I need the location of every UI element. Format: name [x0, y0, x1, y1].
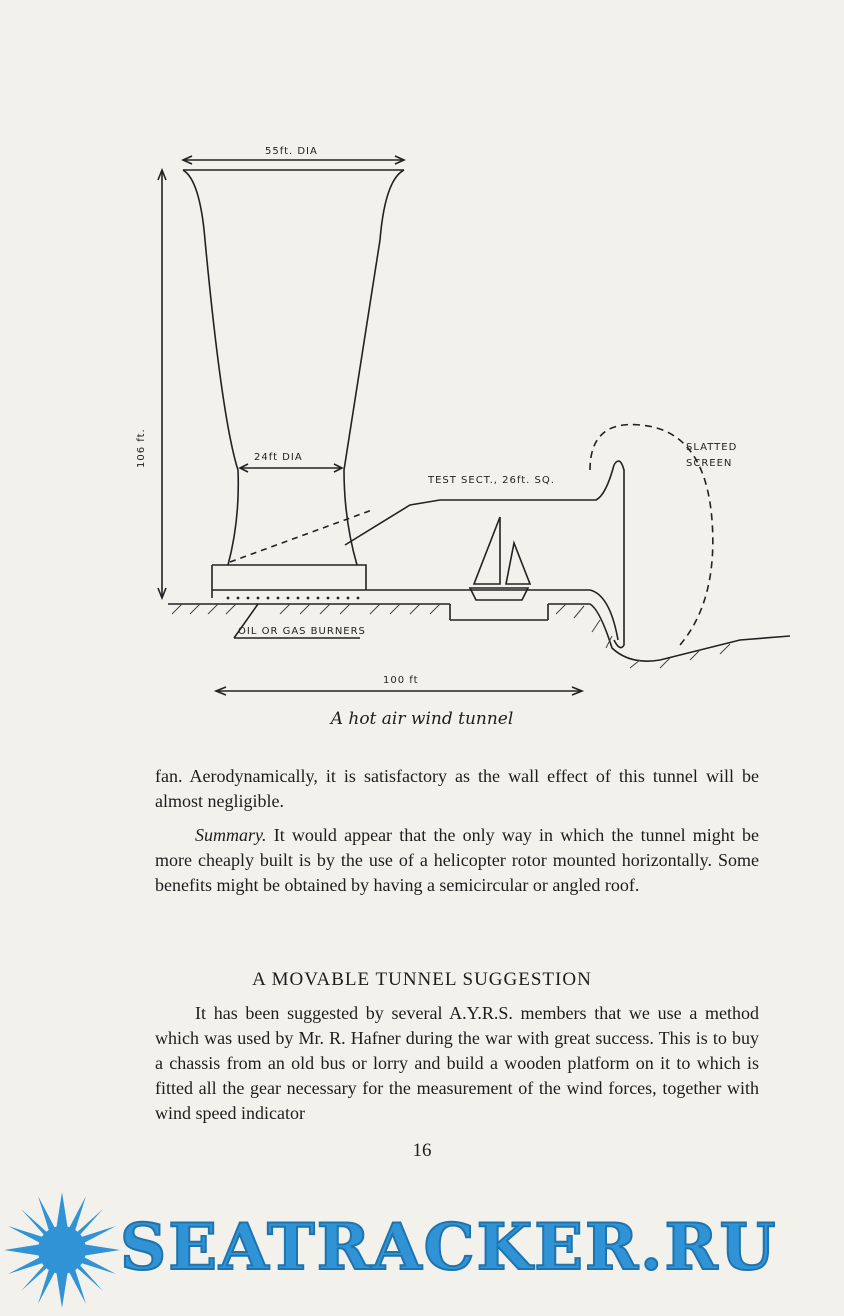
test-section-label: TEST SECT., 26ft. SQ.: [428, 475, 555, 486]
summary-text: It would appear that the only way in which the tunnel might be more cheaply built is by the use of a helicopter rotor mounted horizontally. Some benefits might be obtained by having a semicircular or angled roof.: [155, 825, 759, 895]
ground-curve: [548, 604, 790, 661]
tower-right-wall: [344, 170, 404, 565]
summary-lead: Summary.: [195, 825, 267, 845]
burners-label: OIL OR GAS BURNERS: [238, 626, 366, 637]
outlet-flare: [614, 461, 624, 648]
top-diameter-label: 55ft. DIA: [265, 146, 318, 157]
page-number: 16: [412, 1140, 432, 1161]
paragraph-text: fan. Aerodynamically, it is satisfactory as the wall effect of this tunnel will be almost negligible.: [155, 766, 759, 811]
length-label: 100 ft: [383, 675, 419, 686]
watermark-text: SEATRACKER.RU: [120, 1210, 778, 1285]
tower-left-wall: [183, 170, 238, 565]
paragraph-movable-tunnel: [155, 1001, 759, 1126]
duct-lower: [366, 590, 618, 640]
sun-logo-icon: [2, 1190, 122, 1310]
boat-sail-main: [474, 517, 500, 584]
paragraph-summary: [155, 823, 759, 898]
burner-base: [212, 565, 366, 598]
section-heading: A MOVABLE TUNNEL SUGGESTION: [252, 969, 592, 990]
figure-caption: A hot air wind tunnel: [330, 709, 514, 729]
paragraph-fan: [155, 764, 759, 814]
throat-diameter-label: 24ft DIA: [254, 452, 303, 463]
boat-sail-jib: [506, 543, 530, 584]
slatted-screen-label: SLATTED SCREEN: [686, 442, 738, 469]
height-label: 106 ft.: [136, 428, 147, 468]
movable-tunnel-text: It has been suggested by several A.Y.R.S. members that we use a method which was used by Mr. R. Hafner during the war with great success. This is to buy a chassis from an old bus or lorry and build a wooden platform on it to which is fitted all the gear necessary for the measurement of the wind forces, together with wind speed indicator: [155, 1003, 759, 1123]
